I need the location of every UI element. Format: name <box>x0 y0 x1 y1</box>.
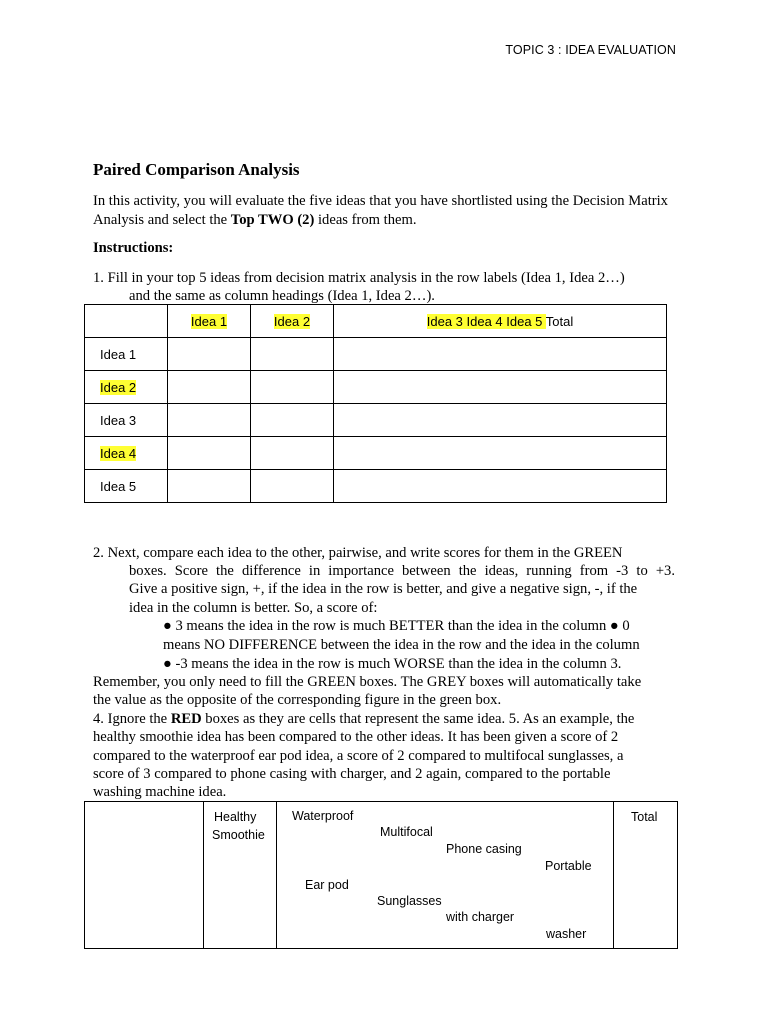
table-row <box>85 802 678 949</box>
example-cell-ideas[interactable] <box>277 802 614 949</box>
row-label-idea-2[interactable] <box>85 371 168 404</box>
ear-pod-label: Ear pod <box>305 878 349 892</box>
table-cell[interactable] <box>168 437 251 470</box>
example-cell-total[interactable] <box>614 802 678 949</box>
with-charger-label: with charger <box>446 910 515 924</box>
step2-line4: idea in the column is better. So, a score of: <box>129 600 378 616</box>
healthy-label: Healthy <box>214 810 257 824</box>
table-cell[interactable] <box>334 404 667 437</box>
table-cell[interactable] <box>251 371 334 404</box>
table-cell[interactable] <box>251 470 334 503</box>
row-label: Idea 3 <box>100 412 137 428</box>
step4-text: 4. Ignore the <box>93 711 171 727</box>
step4-line5: washing machine idea. <box>93 784 227 800</box>
row-label: Idea 1 <box>100 346 137 362</box>
table-row <box>85 338 667 371</box>
example-table <box>84 801 678 949</box>
step2-line2: boxes. Score the difference in importance between the ideas, running from -3 to +3. <box>129 563 675 579</box>
table-row <box>85 437 667 470</box>
row-label-idea-4[interactable] <box>85 437 168 470</box>
idea-table <box>84 304 667 503</box>
row-label: Idea 4 <box>100 445 137 461</box>
step4-line2: healthy smoothie idea has been compared to the other ideas. It has been given a score of 2 <box>93 729 619 745</box>
example-corner-cell[interactable] <box>85 802 204 949</box>
row-label-idea-5[interactable] <box>85 470 168 503</box>
intro-text-end: ideas from them. <box>314 211 417 228</box>
multifocal-label: Multifocal <box>380 825 433 839</box>
table-row <box>85 404 667 437</box>
step4-line1 <box>93 710 678 729</box>
column-header-idea-1[interactable] <box>168 305 251 338</box>
step2-line3: Give a positive sign, +, if the idea in the row is better, and give a negative sign, -, if the <box>129 581 638 597</box>
portable-label: Portable <box>545 859 592 873</box>
table-cell[interactable] <box>334 470 667 503</box>
intro-paragraph <box>93 192 678 229</box>
step1-line2: and the same as column headings (Idea 1, Idea 2…). <box>129 288 435 304</box>
row-label: Idea 2 <box>100 379 137 395</box>
page-title: Paired Comparison Analysis <box>93 160 300 179</box>
waterproof-label: Waterproof <box>292 809 354 823</box>
bullet-worse: ● -3 means the idea in the row is much WORSE than the idea in the column 3. <box>163 656 622 672</box>
smoothie-label: Smoothie <box>212 828 265 842</box>
table-row <box>85 470 667 503</box>
table-cell[interactable] <box>251 437 334 470</box>
washer-label: washer <box>546 927 587 941</box>
table-cell[interactable] <box>168 338 251 371</box>
step1-line1: 1. Fill in your top 5 ideas from decision matrix analysis in the row labels (Idea 1, Idea 2…) <box>93 270 625 286</box>
table-row <box>85 371 667 404</box>
intro-bold: Top TWO (2) <box>230 211 315 228</box>
table-cell[interactable] <box>334 338 667 371</box>
table-cell[interactable] <box>251 338 334 371</box>
table-corner-cell <box>85 305 168 338</box>
remember-line2: the value as the opposite of the corresponding figure in the green box. <box>93 692 502 708</box>
column-header-idea-2[interactable] <box>251 305 334 338</box>
row-label: Idea 5 <box>100 478 137 494</box>
column-header-ideas-3-5-total[interactable] <box>334 305 667 338</box>
column-header-label: Idea 1 <box>190 313 228 329</box>
step4-text-end: boxes as they are cells that represent the same idea. 5. As an example, the <box>201 711 635 727</box>
step2-line1: 2. Next, compare each idea to the other, pairwise, and write scores for them in the GREEN <box>93 545 623 561</box>
phone-casing-label: Phone casing <box>446 842 522 856</box>
table-cell[interactable] <box>334 437 667 470</box>
total-label: Total <box>631 810 658 824</box>
step4-line4: score of 3 compared to phone casing with charger, and 2 again, compared to the portable <box>93 766 611 782</box>
step4-line3: compared to the waterproof ear pod idea, a score of 2 compared to multifocal sunglasses, a <box>93 748 624 764</box>
table-cell[interactable] <box>334 371 667 404</box>
header-topic: TOPIC 3 : IDEA EVALUATION <box>505 43 676 57</box>
sunglasses-label: Sunglasses <box>377 894 442 908</box>
row-label-idea-1[interactable] <box>85 338 168 371</box>
example-cell-healthy-smoothie[interactable] <box>204 802 277 949</box>
table-cell[interactable] <box>168 371 251 404</box>
row-label-idea-3[interactable] <box>85 404 168 437</box>
table-cell[interactable] <box>251 404 334 437</box>
column-header-label: Idea 2 <box>273 313 311 329</box>
table-cell[interactable] <box>168 404 251 437</box>
table-cell[interactable] <box>168 470 251 503</box>
instructions-heading: Instructions: <box>93 240 174 256</box>
column-header-label: Idea 3 Idea 4 Idea 5 <box>426 313 546 329</box>
table-header-row <box>85 305 667 338</box>
column-header-total: Total <box>545 313 574 329</box>
bullet-better: ● 3 means the idea in the row is much BETTER than the idea in the column ● 0 <box>163 618 630 634</box>
bullet-no-difference: means NO DIFFERENCE between the idea in the row and the idea in the column <box>163 637 640 653</box>
intro-text: In this activity, you will evaluate the five ideas that you have shortlisted using the Decision Matrix Analysis and select the <box>93 193 668 228</box>
step4-red-bold: RED <box>170 711 202 727</box>
remember-line1: Remember, you only need to fill the GREEN boxes. The GREY boxes will automatically take <box>93 674 642 690</box>
